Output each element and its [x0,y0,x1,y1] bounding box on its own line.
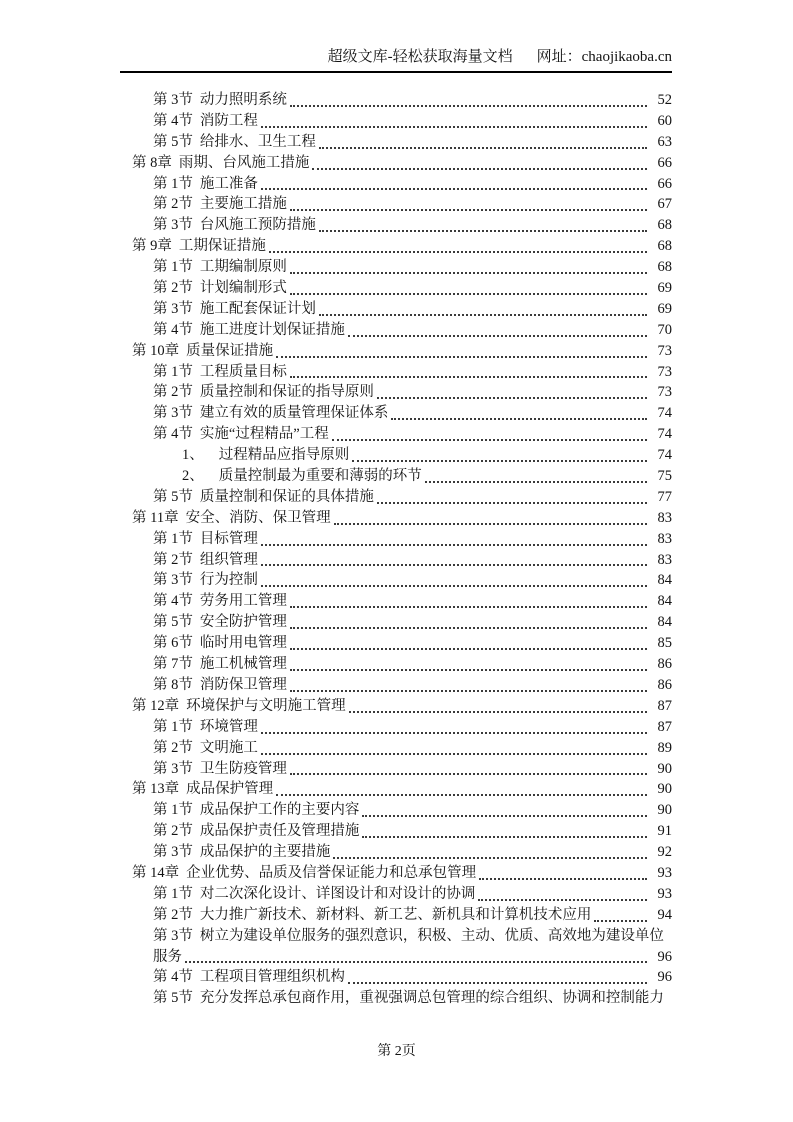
toc-page-number: 92 [657,844,672,861]
toc-entry-title: 临时用电管理 [199,635,287,652]
toc-line [132,800,672,821]
toc-entry-number: 第 8节 [153,676,193,693]
toc-entry-number: 第 8章 [132,154,172,171]
toc-line [132,550,672,571]
toc-page-number: 73 [657,363,672,380]
toc-leader-dots [309,153,649,174]
toc-page-number: 83 [657,551,672,568]
toc-entry-title: 质量控制和保证的具体措施 [199,488,374,505]
toc-entry-number: 第 5节 [153,133,193,150]
toc-line [132,612,672,633]
toc-leader-dots [287,194,649,215]
toc-page-number: 91 [657,823,672,840]
toc-line [132,111,672,132]
toc-line [132,654,672,675]
toc-leader-dots [273,341,649,362]
toc-entry-number: 第 3节 [153,405,193,422]
toc-leader-dots [287,90,649,111]
toc-entry-title: 过程精品应指导原则 [218,447,350,464]
toc-page-number: 73 [657,384,672,401]
toc-line [132,675,672,696]
toc-page-number: 52 [657,92,672,108]
toc-leader-dots [345,967,649,988]
toc-leader-dots [258,570,649,591]
toc-entry-number: 第 4节 [153,426,193,443]
toc-line [132,905,672,926]
toc-entry-title: 工期编制原则 [199,259,287,276]
toc-page-number: 89 [657,739,672,756]
toc-line [132,717,672,738]
toc-leader-dots [287,633,649,654]
toc-leader-dots [287,591,649,612]
toc-entry-title: 计划编制形式 [199,280,287,297]
toc-leader-dots [330,842,649,863]
toc-page-number: 93 [657,885,672,902]
toc-line [132,382,672,403]
toc-entry-title: 动力照明系统 [199,92,287,108]
toc-leader-dots [345,320,649,341]
toc-entry-title: 卫生防疫管理 [199,760,287,777]
toc-leader-dots [258,111,649,132]
toc-line [132,508,672,529]
toc-leader-dots [374,382,649,403]
toc-entry-title: 成品保护管理 [186,781,274,798]
toc-entry-title: 施工准备 [199,175,258,192]
toc-page-number: 84 [657,572,672,589]
toc-page-number: 87 [657,697,672,714]
toc-entry-title: 成品保护责任及管理措施 [199,823,360,840]
toc-entry-title: 环境保护与文明施工管理 [186,697,346,714]
toc-line [132,738,672,759]
toc-line [132,842,672,863]
toc-page-number: 90 [657,802,672,819]
toc-leader-dots [359,800,649,821]
toc-entry-title: 消防保卫管理 [199,676,287,693]
toc-entry-number: 第 1节 [153,885,193,902]
toc-entry-title: 施工配套保证计划 [199,300,316,317]
toc-leader-dots [329,424,649,445]
toc-leader-dots [266,236,649,257]
toc-entry-number: 第 3节 [153,572,193,589]
toc-entry-number: 第 3节 [153,844,193,861]
toc-entry-number: 第 5节 [153,614,193,631]
toc-entry-number: 1、 [182,447,204,464]
toc-entry-title: 质量控制和保证的指导原则 [199,384,374,401]
toc-leader-dots [287,612,649,633]
toc-page-number: 84 [657,593,672,610]
toc-entry-number: 第 2节 [153,280,193,297]
toc-line [132,132,672,153]
toc-entry-number: 第 4节 [153,321,193,338]
toc-line [132,821,672,842]
toc-line [132,236,672,257]
toc-entry-title: 台风施工预防措施 [199,217,316,234]
toc-page-number: 86 [657,676,672,693]
toc-leader-dots [258,529,649,550]
toc-leader-dots [287,362,649,383]
toc-entry-number: 第 7节 [153,656,193,673]
toc-page-number: 74 [657,447,672,464]
toc-page-number: 94 [657,906,672,923]
toc-entry-title: 安全防护管理 [199,614,287,631]
toc-leader-dots [316,215,649,236]
toc-entry-number: 第 4节 [153,593,193,610]
toc-line [132,257,672,278]
toc-entry-title: 劳务用工管理 [199,593,287,610]
toc-leader-dots [316,299,649,320]
toc-entry-title: 工程质量目标 [199,363,287,380]
toc-entry-number: 第 14章 [132,864,180,881]
toc-entry-title: 施工机械管理 [199,656,287,673]
toc-line [132,299,672,320]
toc-entry-title: 工期保证措施 [178,238,266,255]
toc-page-number: 66 [657,175,672,192]
toc-entry-title: 质量控制最为重要和薄弱的环节 [218,468,422,485]
toc-leader-dots [374,487,649,508]
toc [132,90,672,1009]
toc-page-number: 70 [657,321,672,338]
toc-page-number: 96 [657,948,672,965]
toc-entry-number: 第 6节 [153,635,193,652]
toc-page-number: 86 [657,656,672,673]
toc-leader-dots [359,821,649,842]
page-footer [0,1040,793,1060]
toc-entry-title: 树立为建设单位服务的强烈意识，积极、主动、优质、高效地为建设单位 [199,927,664,944]
toc-leader-dots [287,675,649,696]
toc-line [132,174,672,195]
toc-line [132,194,672,215]
toc-entry-title: 环境管理 [199,718,258,735]
toc-entry-number: 第 12章 [132,697,180,714]
toc-page-number: 96 [657,969,672,986]
toc-leader-dots [287,759,649,780]
toc-entry-number: 第 3节 [153,92,193,108]
toc-line [132,591,672,612]
toc-line [132,570,672,591]
toc-leader-dots [388,403,649,424]
toc-line [132,424,672,445]
toc-line [132,278,672,299]
toc-leader-dots [422,466,649,487]
toc-entry-number: 第 1节 [153,530,193,547]
toc-leader-dots [591,905,649,926]
toc-line [132,926,672,947]
toc-line [132,884,672,905]
toc-page-number: 69 [657,280,672,297]
toc-page-number: 74 [657,405,672,422]
toc-page-number: 74 [657,426,672,443]
page-header [328,49,672,66]
toc-page-number: 69 [657,300,672,317]
toc-entry-number: 第 4节 [153,112,193,129]
toc-line [132,863,672,884]
toc-leader-dots [331,508,649,529]
toc-page-number: 83 [657,509,672,526]
toc-entry-number: 第 1节 [153,175,193,192]
toc-entry-title: 企业优势、品质及信誉保证能力和总承包管理 [186,864,477,881]
toc-leader-dots [316,132,649,153]
page-number-label: 第 2页 [377,1044,416,1059]
toc-entry-title: 服务 [153,948,182,965]
toc-page-number: 84 [657,614,672,631]
header-divider [120,71,672,73]
toc-line [132,696,672,717]
toc-entry-title: 主要施工措施 [199,196,287,213]
toc-leader-dots [287,278,649,299]
toc-entry-title: 文明施工 [199,739,258,756]
toc-entry-number: 第 1节 [153,259,193,276]
toc-entry-title: 建立有效的质量管理保证体系 [199,405,389,422]
toc-entry-title: 行为控制 [199,572,258,589]
toc-entry-title: 消防工程 [199,112,258,129]
toc-line [132,487,672,508]
toc-page-number: 85 [657,635,672,652]
toc-leader-dots [258,738,649,759]
toc-entry-title: 安全、消防、保卫管理 [185,509,331,526]
toc-entry-title: 工程项目管理组织机构 [199,969,345,986]
toc-line [132,779,672,800]
toc-page-number: 75 [657,468,672,485]
toc-line [132,759,672,780]
toc-entry-number: 第 5节 [153,488,193,505]
toc-entry-number: 第 11章 [132,509,179,526]
toc-entry-title: 质量保证措施 [186,342,274,359]
toc-leader-dots [287,654,649,675]
toc-line [132,215,672,236]
header-brand: 超级文库-轻松获取海量文档 [327,49,513,65]
toc-entry-number: 第 3节 [153,927,193,944]
toc-page-number: 73 [657,342,672,359]
toc-entry-number: 第 5节 [153,990,193,1007]
toc-line [132,90,672,111]
header-site-url: 网址：chaojikaoba.cn [536,49,672,65]
toc-leader-dots [273,779,649,800]
toc-leader-dots [346,696,649,717]
toc-entry-number: 第 1节 [153,363,193,380]
toc-page-number: 68 [657,259,672,276]
toc-entry-title: 雨期、台风施工措施 [178,154,310,171]
toc-entry-title: 组织管理 [199,551,258,568]
toc-page-number: 63 [657,133,672,150]
toc-entry-number: 第 2节 [153,384,193,401]
toc-page-number: 90 [657,760,672,777]
toc-entry-number: 第 10章 [132,342,180,359]
toc-line [132,445,672,466]
toc-leader-dots [258,550,649,571]
toc-line [132,341,672,362]
toc-leader-dots [476,863,649,884]
toc-entry-title: 成品保护的主要措施 [199,844,331,861]
toc-leader-dots [258,717,649,738]
toc-line [132,403,672,424]
toc-page-number: 93 [657,864,672,881]
toc-entry-number: 第 2节 [153,906,193,923]
toc-entry-number: 第 4节 [153,969,193,986]
toc-entry-number: 第 1节 [153,802,193,819]
toc-entry-title: 施工进度计划保证措施 [199,321,345,338]
toc-entry-title: 给排水、卫生工程 [199,133,316,150]
toc-leader-dots [349,445,649,466]
toc-line [132,153,672,174]
toc-entry-number: 第 3节 [153,760,193,777]
toc-entry-number: 第 9章 [132,238,172,255]
toc-page-number: 68 [657,217,672,234]
toc-line [132,947,672,968]
toc-entry-title: 目标管理 [199,530,258,547]
toc-line [132,466,672,487]
toc-leader-dots [475,884,649,905]
toc-page-number: 77 [657,488,672,505]
toc-page-number: 68 [657,238,672,255]
toc-entry-title: 实施“过程精品”工程 [199,426,329,443]
toc-leader-dots [287,257,649,278]
toc-line [132,529,672,550]
toc-page-number: 87 [657,718,672,735]
toc-entry-number: 第 2节 [153,551,193,568]
toc-entry-title: 充分发挥总承包商作用，重视强调总包管理的综合组织、协调和控制能力 [199,990,664,1007]
toc-entry-number: 第 2节 [153,739,193,756]
toc-line [132,633,672,654]
toc-entry-number: 第 3节 [153,300,193,317]
toc-page-number: 60 [657,112,672,129]
toc-leader-dots [258,174,649,195]
toc-entry-number: 第 2节 [153,196,193,213]
toc-page-number: 66 [657,154,672,171]
toc-leader-dots [182,947,649,968]
toc-entry-title: 对二次深化设计、详图设计和对设计的协调 [199,885,476,902]
toc-line [132,362,672,383]
toc-entry-number: 第 13章 [132,781,180,798]
toc-entry-number: 第 3节 [153,217,193,234]
toc-line [132,320,672,341]
toc-entry-title: 成品保护工作的主要内容 [199,802,360,819]
toc-line [132,967,672,988]
toc-page-number: 67 [657,196,672,213]
toc-page-number: 90 [657,781,672,798]
toc-entry-number: 2、 [182,468,204,485]
toc-entry-number: 第 1节 [153,718,193,735]
toc-page-number: 83 [657,530,672,547]
toc-entry-title: 大力推广新技术、新材料、新工艺、新机具和计算机技术应用 [199,906,592,923]
toc-entry-number: 第 2节 [153,823,193,840]
toc-line [132,988,672,1009]
